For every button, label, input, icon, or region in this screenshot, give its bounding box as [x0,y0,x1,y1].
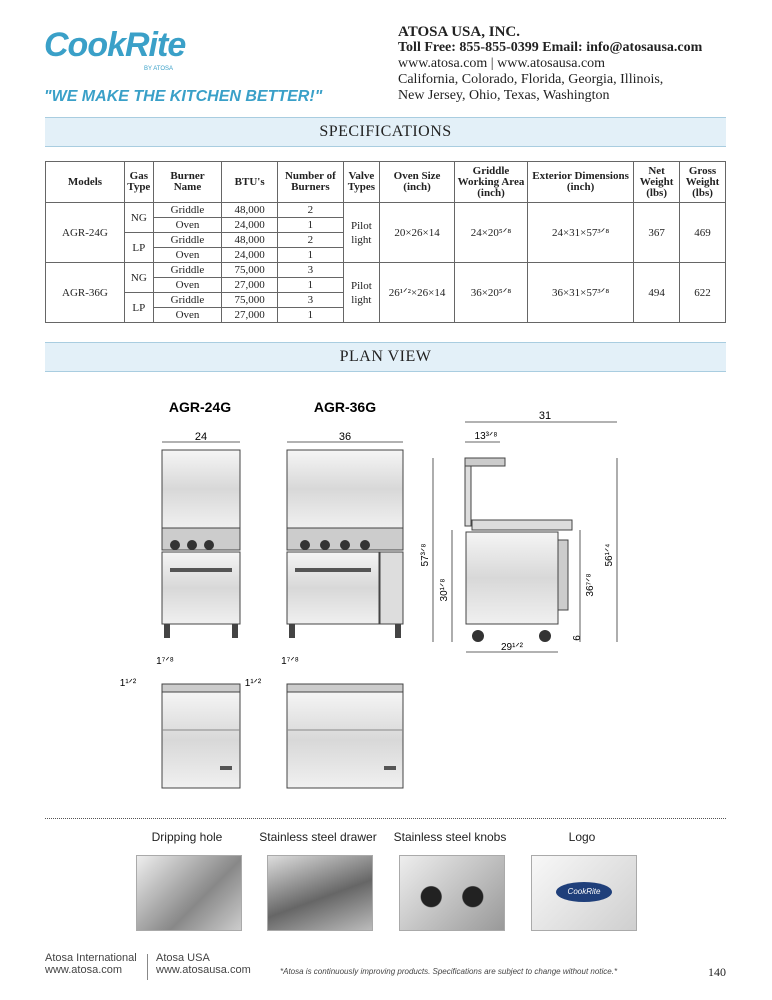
front-view-24 [162,431,240,638]
cookrite-logo [44,26,214,76]
num-cell: 1 [278,308,344,323]
burner-cell: Griddle [153,293,221,308]
footer-atosa-com: www.atosa.com [45,964,123,976]
footer-atosa-usa: Atosa USA [156,952,210,964]
footer-col2 [156,952,251,976]
logo-sub: BY ATOSA [144,66,174,72]
oven-size-cell: 26¹ᐟ²×26×14 [380,263,455,323]
th-models: Models [46,162,125,203]
gas-cell: LP [124,233,153,263]
oven-size-cell: 20×26×14 [380,203,455,263]
dim-side-height-inner: 30¹ᐟ⁸ [439,578,450,602]
spec-table [45,161,726,323]
websites: www.atosa.com | www.atosausa.com [398,56,606,71]
burner-cell: Griddle [153,233,221,248]
burner-cell: Griddle [153,203,221,218]
gas-cell: LP [124,293,153,323]
th-valve-types: Valve Types [343,162,379,203]
btu-cell: 24,000 [222,218,278,233]
dim-top-a-1: 1⁷ᐟ⁸ [156,656,174,667]
table-row [46,263,726,278]
btu-cell: 27,000 [222,278,278,293]
dim-top-b-1: 1⁷ᐟ⁸ [281,656,299,667]
dim-width-24: 24 [194,431,208,443]
gas-cell: NG [124,203,153,233]
feature-label-dripping-hole: Dripping hole [151,830,223,844]
separator-dots [45,818,726,819]
dim-width-36: 36 [338,431,352,443]
dim-side-top: 13³ᐟ⁸ [474,431,498,442]
griddle-area-cell: 36×20⁵ᐟ⁸ [455,263,528,323]
th-griddle-area: Griddle Working Area (inch) [455,162,528,203]
gas-cell: NG [124,263,153,293]
exterior-cell: 36×31×57³ᐟ⁸ [527,263,633,323]
burner-cell: Oven [153,248,221,263]
model-cell: AGR-36G [46,263,125,323]
num-cell: 1 [278,278,344,293]
dim-side-height-oven: 36⁷ᐟ⁸ [585,573,596,597]
th-gross-weight: Gross Weight (lbs) [680,162,726,203]
photo-logo-badge: CookRite [556,882,612,902]
btu-cell: 27,000 [222,308,278,323]
side-view [420,410,617,653]
feature-label-knobs: Stainless steel knobs [393,830,507,844]
plan-drawings [0,380,772,810]
th-num-burners: Number of Burners [278,162,344,203]
th-btus: BTU's [222,162,278,203]
gross-weight-cell: 469 [680,203,726,263]
valve-cell: Pilot light [343,203,379,263]
burner-cell: Griddle [153,263,221,278]
company-info [398,24,702,104]
label-agr-36g: AGR-36G [313,399,377,415]
dim-side-depth: 31 [538,410,552,422]
photo-drawer [267,855,373,931]
btu-cell: 48,000 [222,233,278,248]
footer-atosa-international: Atosa International [45,952,137,964]
photo-dripping-hole [136,855,242,931]
front-view-36 [287,431,403,638]
dim-side-height-right: 56¹ᐟ⁴ [604,543,615,567]
slogan: "WE MAKE THE KITCHEN BETTER!" [44,88,323,105]
top-view-36 [245,656,403,788]
gross-weight-cell: 622 [680,263,726,323]
company-name: ATOSA USA, INC. [398,24,520,40]
dim-top-a-2: 1¹ᐟ² [119,678,137,689]
top-view-24 [120,656,240,788]
feature-label-drawer: Stainless steel drawer [259,830,377,844]
table-row [46,203,726,218]
th-net-weight: Net Weight (lbs) [634,162,680,203]
net-weight-cell: 494 [634,263,680,323]
num-cell: 3 [278,263,344,278]
num-cell: 1 [278,248,344,263]
states-line2: New Jersey, Ohio, Texas, Washington [398,88,610,103]
footer-divider [147,954,148,980]
th-gas-type: Gas Type [124,162,153,203]
states-line1: California, Colorado, Florida, Georgia, Illinois, [398,72,664,87]
page-number: 140 [708,965,726,979]
num-cell: 2 [278,203,344,218]
dim-side-bottom: 29¹ᐟ² [500,642,524,653]
dim-side-leg: 6 [572,635,583,641]
num-cell: 2 [278,233,344,248]
th-oven-size: Oven Size (inch) [380,162,455,203]
btu-cell: 75,000 [222,293,278,308]
specifications-heading: SPECIFICATIONS [45,117,726,147]
dim-side-height-total: 57³ᐟ⁸ [420,543,431,567]
footer-col1 [45,952,137,976]
photo-knobs [399,855,505,931]
logo-text: CookRite [44,26,186,64]
plan-view-heading: PLAN VIEW [45,342,726,372]
th-burner-name: Burner Name [153,162,221,203]
griddle-area-cell: 24×20⁵ᐟ⁸ [455,203,528,263]
net-weight-cell: 367 [634,203,680,263]
th-exterior: Exterior Dimensions (inch) [527,162,633,203]
btu-cell: 24,000 [222,248,278,263]
feature-label-logo: Logo [568,830,596,844]
dim-top-b-2: 1¹ᐟ² [244,678,262,689]
valve-cell: Pilot light [343,263,379,323]
footer-note: *Atosa is continuously improving products. Specifications are subject to change without notice.* [280,967,618,976]
num-cell: 3 [278,293,344,308]
label-agr-24g: AGR-24G [168,399,232,415]
burner-cell: Oven [153,218,221,233]
exterior-cell: 24×31×57³ᐟ⁸ [527,203,633,263]
toll-free: Toll Free: 855-855-0399 Email: info@atosausa.com [398,40,703,55]
btu-cell: 75,000 [222,263,278,278]
burner-cell: Oven [153,278,221,293]
photo-logo [531,855,637,931]
burner-cell: Oven [153,308,221,323]
btu-cell: 48,000 [222,203,278,218]
num-cell: 1 [278,218,344,233]
footer-atosausa-com: www.atosausa.com [156,964,251,976]
model-cell: AGR-24G [46,203,125,263]
